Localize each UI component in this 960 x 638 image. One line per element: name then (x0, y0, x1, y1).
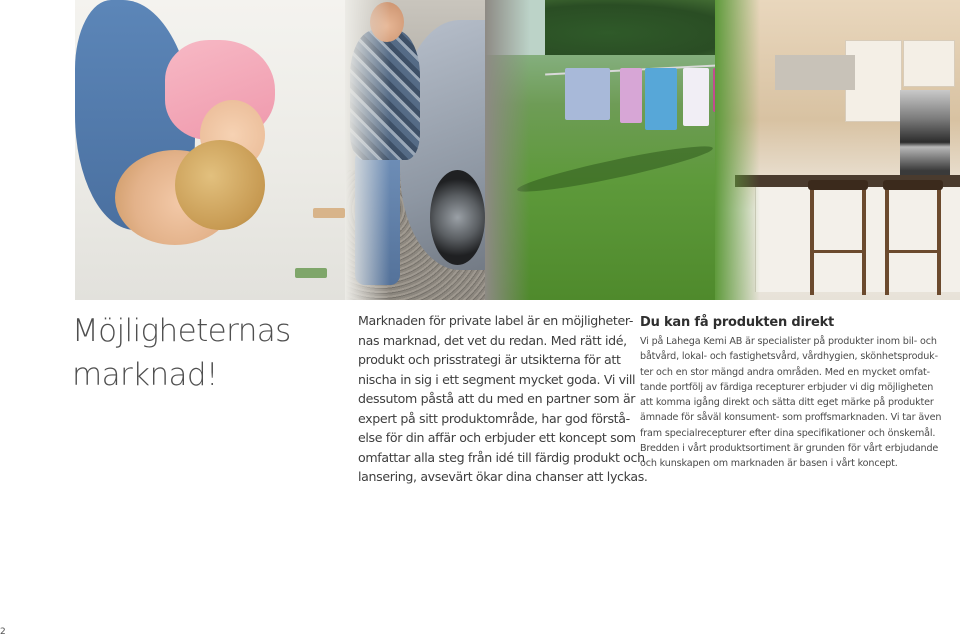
intro-line: lansering, avsevärt ökar dina chanser att lyckas. (358, 469, 648, 484)
game-tile (295, 268, 327, 278)
laundry-item (683, 68, 709, 126)
intro-line: omfattar alla steg från idé till färdig produkt och (358, 449, 645, 465)
sidebar-line: att komma igång direkt och sätta ditt eget märke på produkter (640, 397, 934, 409)
game-tile (313, 208, 345, 218)
intro-line: expert på sitt produktområde, har god förstå- (358, 410, 630, 426)
wall-cabinet (903, 40, 955, 87)
kitchen-interior-photo (715, 0, 960, 300)
children-playing-photo (75, 0, 375, 300)
intro-line: dessutom påstå att du med en partner som är (358, 391, 636, 406)
car-wheel (430, 170, 485, 265)
intro-paragraph (358, 311, 648, 487)
heading-line: marknad! (72, 357, 218, 393)
sidebar-line: Vi på Lahega Kemi AB är specialister på produkter inom bil- och (640, 336, 937, 347)
page-number: 2 (0, 627, 6, 637)
sidebar-line: ter och en stor mängd andra områden. Med en mycket omfat- (640, 366, 930, 378)
laundry-item (645, 68, 677, 130)
girl-hair (175, 140, 265, 230)
range-hood (775, 55, 855, 90)
sidebar-line: Bredden i vårt produktsortiment är grunden för vårt erbjudande (640, 443, 939, 455)
intro-line: produkt och prisstrategi är utsikterna för att (358, 352, 621, 367)
sidebar-section (640, 314, 940, 472)
laundry-item (620, 68, 642, 123)
hero-photo-collage (75, 0, 960, 300)
heading-line: Möjligheternas (72, 313, 291, 349)
sidebar-line: fram specialrecepturer efter dina specifikationer och önskemål. (640, 427, 936, 439)
lawn-shadow (515, 139, 714, 198)
intro-line: nischa in sig i ett segment mycket goda. Vi vill (358, 371, 636, 387)
bar-stool (885, 180, 941, 295)
intro-line: else för din affär och erbjuder ett koncept som (358, 430, 636, 445)
sidebar-line: ämnade för såväl konsument- som proffsmarknaden. Vi tar även (640, 412, 942, 424)
bar-stool (810, 180, 866, 295)
laundry-item (565, 68, 610, 120)
intro-line: Marknaden för private label är en möjligheter- (358, 313, 634, 328)
wall-oven (900, 90, 950, 185)
page-heading (72, 309, 322, 397)
sidebar-title: Du kan få produkten direkt (640, 315, 835, 330)
intro-line: nas marknad, det vet du redan. Med rätt idé, (358, 332, 627, 348)
sidebar-line: båtvård, lokal- och fastighetsvård, vårdhygien, skönhetsproduk- (640, 351, 938, 363)
sidebar-line: tande portfölj av färdiga recepturer erbjuder vi dig möjligheten (640, 381, 934, 393)
sidebar-line: och kunskapen om marknaden är basen i vårt koncept. (640, 458, 898, 470)
